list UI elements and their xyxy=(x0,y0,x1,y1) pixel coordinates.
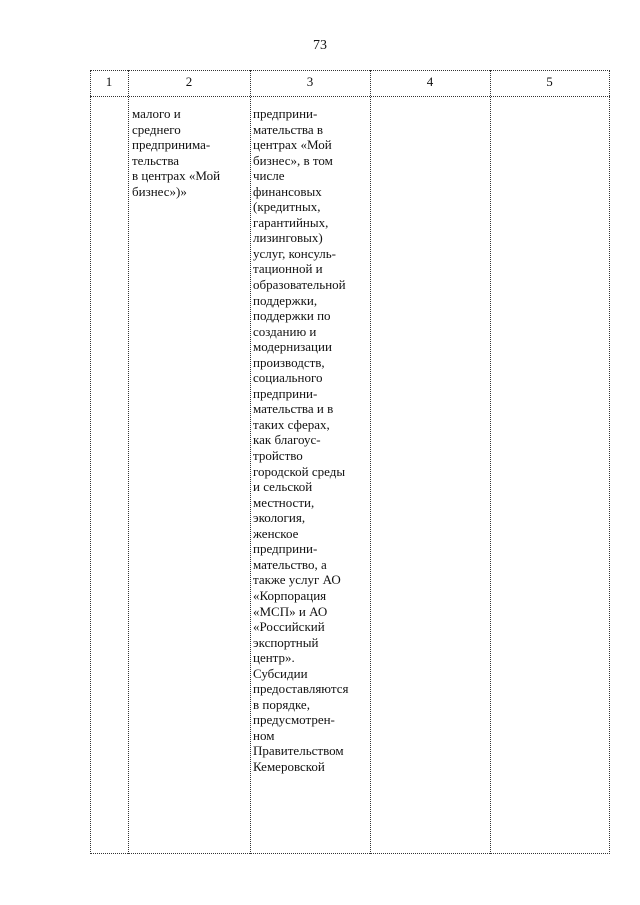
header-row-border xyxy=(90,96,610,97)
table-cell-col3: предприни- мательства в центрах «Мой бизнес», в том числе финансовых (кредитных, гарантийных, лизинговых) услуг, консуль- тационной и образовательной поддержки, поддержки по созданию и модернизации производств, социального предприни- мательства и в таких сферах, как благоус- тройство городской среды и сельской местности, экология, женское предприни- мательство, а также услуг АО «Корпорация «МСП» и АО «Российский экспортный центр». Субсидии предоставляются в порядке, предусмотрен- ном Правительством Кемеровской xyxy=(253,106,349,774)
document-table xyxy=(90,70,610,854)
column-border-right xyxy=(609,70,610,854)
column-border-3 xyxy=(370,70,371,854)
table-cell-col2: малого и среднего предпринима- тельства в центрах «Мой бизнес»)» xyxy=(132,106,221,199)
column-border-left xyxy=(90,70,91,854)
column-header-2: 2 xyxy=(185,74,193,89)
table-top-border xyxy=(90,70,610,71)
column-header-5: 5 xyxy=(546,74,553,89)
column-border-2 xyxy=(250,70,251,854)
column-header-4: 4 xyxy=(426,74,434,89)
column-border-1 xyxy=(128,70,129,854)
column-header-1: 1 xyxy=(105,74,113,89)
page-number: 73 xyxy=(313,38,327,53)
table-bottom-border xyxy=(90,853,610,854)
column-border-4 xyxy=(490,70,491,854)
column-header-3: 3 xyxy=(306,74,314,89)
